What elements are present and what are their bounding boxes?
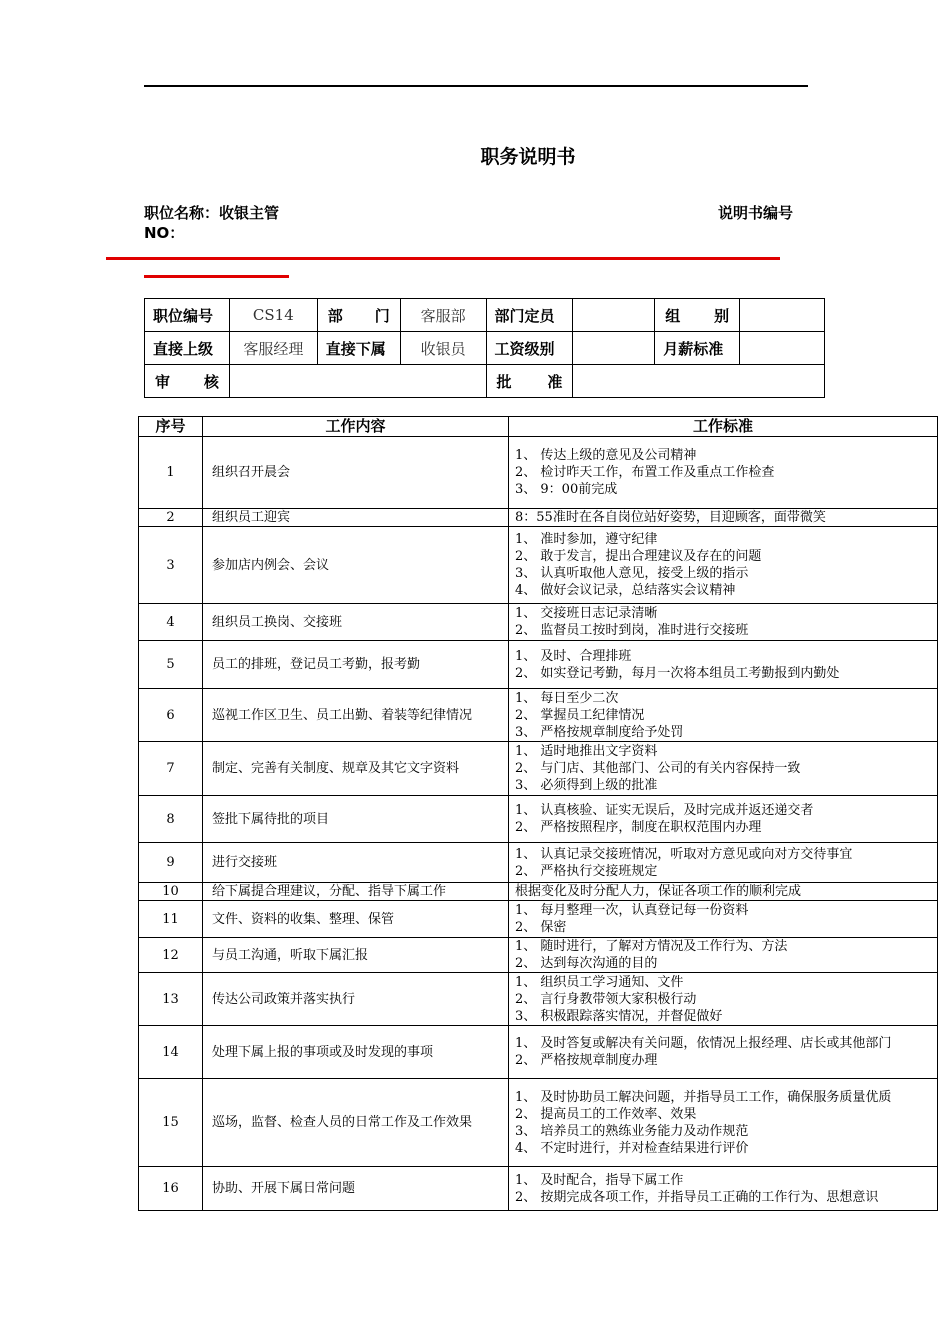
duty-content: 文件、资料的收集、整理、保管 <box>203 901 509 938</box>
duty-standard <box>509 883 938 901</box>
duty-number: 8 <box>139 796 203 843</box>
standard-line: 3、 认真听取他人意见，接受上级的指示 <box>515 566 749 581</box>
duty-content: 制定、完善有关制度、规章及其它文字资料 <box>203 742 509 796</box>
standard-line: 1、 随时进行，了解对方情况及工作行为、方法 <box>515 939 788 954</box>
table-row <box>139 641 938 689</box>
page-title: 职务说明书 <box>480 146 576 168</box>
review-value <box>229 365 486 398</box>
standard-line: 2、 监督员工按时到岗，准时进行交接班 <box>515 623 749 638</box>
duty-content: 给下属提合理建议，分配、指导下属工作 <box>203 883 509 901</box>
duty-content: 组织员工换岗、交接班 <box>203 604 509 641</box>
duty-number: 7 <box>139 742 203 796</box>
headcount-label: 部门定员 <box>486 299 573 332</box>
subordinate-value: 收银员 <box>400 332 486 365</box>
standard-line: 根据变化及时分配人力，保证各项工作的顺利完成 <box>515 884 802 899</box>
duty-standard <box>509 604 938 641</box>
standard-line: 1、 组织员工学习通知、文件 <box>515 974 684 990</box>
standard-line: 1、 认真核验、证实无误后，及时完成并返还递交者 <box>515 803 814 818</box>
duty-number: 9 <box>139 843 203 883</box>
duty-standard <box>509 796 938 843</box>
duty-content: 组织员工迎宾 <box>203 509 509 527</box>
duties-table <box>138 416 938 1211</box>
duty-number: 4 <box>139 604 203 641</box>
duty-content: 与员工沟通，听取下属汇报 <box>203 938 509 973</box>
table-row <box>139 796 938 843</box>
standard-line: 1、 每日至少二次 <box>515 690 619 706</box>
standard-line: 2、 言行身教带领大家积极行动 <box>515 991 697 1007</box>
table-row <box>139 883 938 901</box>
standard-line: 2、 掌握员工纪律情况 <box>515 707 645 723</box>
table-row <box>139 509 938 527</box>
red-divider-short <box>144 275 289 278</box>
duties-body <box>139 437 938 1211</box>
salary-value <box>740 332 825 365</box>
standard-line: 1、 每月整理一次，认真登记每一份资料 <box>515 903 749 918</box>
table-row <box>139 843 938 883</box>
header-content: 工作内容 <box>203 417 509 437</box>
duty-standard <box>509 973 938 1026</box>
duty-number: 6 <box>139 689 203 742</box>
position-name: 职位名称：收银主管 <box>144 204 280 222</box>
standard-line: 2、 敢于发言，提出合理建议及存在的问题 <box>515 549 762 564</box>
header-standard: 工作标准 <box>509 417 938 437</box>
duty-number: 1 <box>139 437 203 509</box>
duty-standard <box>509 742 938 796</box>
standard-line: 3、 9：00前完成 <box>515 482 618 497</box>
headcount-value <box>573 299 655 332</box>
duty-number: 2 <box>139 509 203 527</box>
standard-line: 2、 保密 <box>515 920 567 935</box>
table-row <box>139 973 938 1026</box>
duty-standard <box>509 527 938 604</box>
duty-standard <box>509 641 938 689</box>
table-row <box>139 1026 938 1079</box>
header-rule <box>144 85 808 87</box>
table-row <box>139 437 938 509</box>
approve-label: 批 准 <box>486 365 573 398</box>
standard-line: 1、 交接班日志记录清晰 <box>515 606 658 621</box>
pay-grade-value <box>573 332 655 365</box>
duty-number: 14 <box>139 1026 203 1079</box>
table-row <box>139 689 938 742</box>
duty-content: 巡场，监督、检查人员的日常工作及工作效果 <box>203 1079 509 1167</box>
duty-standard <box>509 1167 938 1211</box>
standard-line: 3、 严格按规章制度给予处罚 <box>515 724 684 740</box>
table-row <box>139 742 938 796</box>
duty-standard <box>509 901 938 938</box>
standard-line: 8：55准时在各自岗位站好姿势，目迎顾客，面带微笑 <box>515 510 826 525</box>
standard-line: 2、 达到每次沟通的目的 <box>515 956 658 971</box>
superior-label: 直接上级 <box>145 332 230 365</box>
standard-line: 1、 认真记录交接班情况，听取对方意见或向对方交待事宜 <box>515 846 853 862</box>
pos-code-label: 职位编号 <box>145 299 230 332</box>
duty-standard <box>509 509 938 527</box>
duty-number: 3 <box>139 527 203 604</box>
dept-label: 部 门 <box>317 299 400 332</box>
table-row <box>139 901 938 938</box>
superior-value: 客服经理 <box>229 332 317 365</box>
standard-line: 4、 做好会议记录，总结落实会议精神 <box>515 583 736 598</box>
standard-line: 1、 准时参加，遵守纪律 <box>515 532 658 547</box>
duty-content: 签批下属待批的项目 <box>203 796 509 843</box>
standard-line: 2、 按期完成各项工作，并指导员工正确的工作行为、思想意识 <box>515 1189 879 1205</box>
duty-number: 16 <box>139 1167 203 1211</box>
standard-line: 3、 积极跟踪落实情况，并督促做好 <box>515 1008 723 1024</box>
duty-content: 进行交接班 <box>203 843 509 883</box>
table-row <box>139 527 938 604</box>
duty-content: 巡视工作区卫生、员工出勤、着装等纪律情况 <box>203 689 509 742</box>
duty-number: 5 <box>139 641 203 689</box>
standard-line: 2、 如实登记考勤，每月一次将本组员工考勤报到内勤处 <box>515 665 840 681</box>
standard-line: 1、 及时、合理排班 <box>515 648 632 664</box>
header-num: 序号 <box>139 417 203 437</box>
duty-content: 处理下属上报的事项或及时发现的事项 <box>203 1026 509 1079</box>
standard-line: 1、 及时答复或解决有关问题，依情况上报经理、店长或其他部门 <box>515 1036 892 1051</box>
standard-line: 1、 适时地推出文字资料 <box>515 744 658 759</box>
no-label: NO： <box>144 224 185 242</box>
duty-content: 协助、开展下属日常问题 <box>203 1167 509 1211</box>
duty-number: 10 <box>139 883 203 901</box>
table-row <box>139 604 938 641</box>
review-label: 审 核 <box>145 365 230 398</box>
standard-line: 1、 及时配合，指导下属工作 <box>515 1172 684 1188</box>
position-info-table <box>144 298 825 398</box>
standard-line: 2、 严格按照程序，制度在职权范围内办理 <box>515 820 762 835</box>
standard-line: 2、 与门店、其他部门、公司的有关内容保持一致 <box>515 761 801 776</box>
group-value <box>740 299 825 332</box>
pos-code-value: CS14 <box>229 299 317 332</box>
table-row <box>139 1167 938 1211</box>
duty-content: 员工的排班，登记员工考勤，报考勤 <box>203 641 509 689</box>
standard-line: 1、 及时协助员工解决问题，并指导员工工作，确保服务质量优质 <box>515 1089 892 1105</box>
standard-line: 2、 检讨昨天工作，布置工作及重点工作检查 <box>515 465 775 480</box>
standard-line: 3、 培养员工的熟练业务能力及动作规范 <box>515 1123 749 1139</box>
subordinate-label: 直接下属 <box>317 332 400 365</box>
pay-grade-label: 工资级别 <box>486 332 573 365</box>
duty-number: 15 <box>139 1079 203 1167</box>
duty-standard <box>509 1079 938 1167</box>
salary-label: 月薪标准 <box>655 332 740 365</box>
duty-standard <box>509 843 938 883</box>
standard-line: 4、 不定时进行，并对检查结果进行评价 <box>515 1140 749 1156</box>
standard-line: 2、 严格按规章制度办理 <box>515 1053 658 1068</box>
table-row <box>139 1079 938 1167</box>
duty-number: 11 <box>139 901 203 938</box>
duty-standard <box>509 1026 938 1079</box>
doc-number-label: 说明书编号 <box>718 204 794 222</box>
duty-content: 组织召开晨会 <box>203 437 509 509</box>
duty-number: 12 <box>139 938 203 973</box>
red-divider <box>106 257 780 260</box>
group-label: 组 别 <box>655 299 740 332</box>
approve-value <box>573 365 825 398</box>
standard-line: 2、 严格执行交接班规定 <box>515 863 658 879</box>
standard-line: 2、 提高员工的工作效率、效果 <box>515 1106 697 1122</box>
standard-line: 3、 必须得到上级的批准 <box>515 778 658 793</box>
table-row <box>139 938 938 973</box>
duty-standard <box>509 437 938 509</box>
dept-value: 客服部 <box>400 299 486 332</box>
duty-content: 传达公司政策并落实执行 <box>203 973 509 1026</box>
duty-standard <box>509 689 938 742</box>
duty-content: 参加店内例会、会议 <box>203 527 509 604</box>
duty-number: 13 <box>139 973 203 1026</box>
standard-line: 1、 传达上级的意见及公司精神 <box>515 448 697 463</box>
duty-standard <box>509 938 938 973</box>
